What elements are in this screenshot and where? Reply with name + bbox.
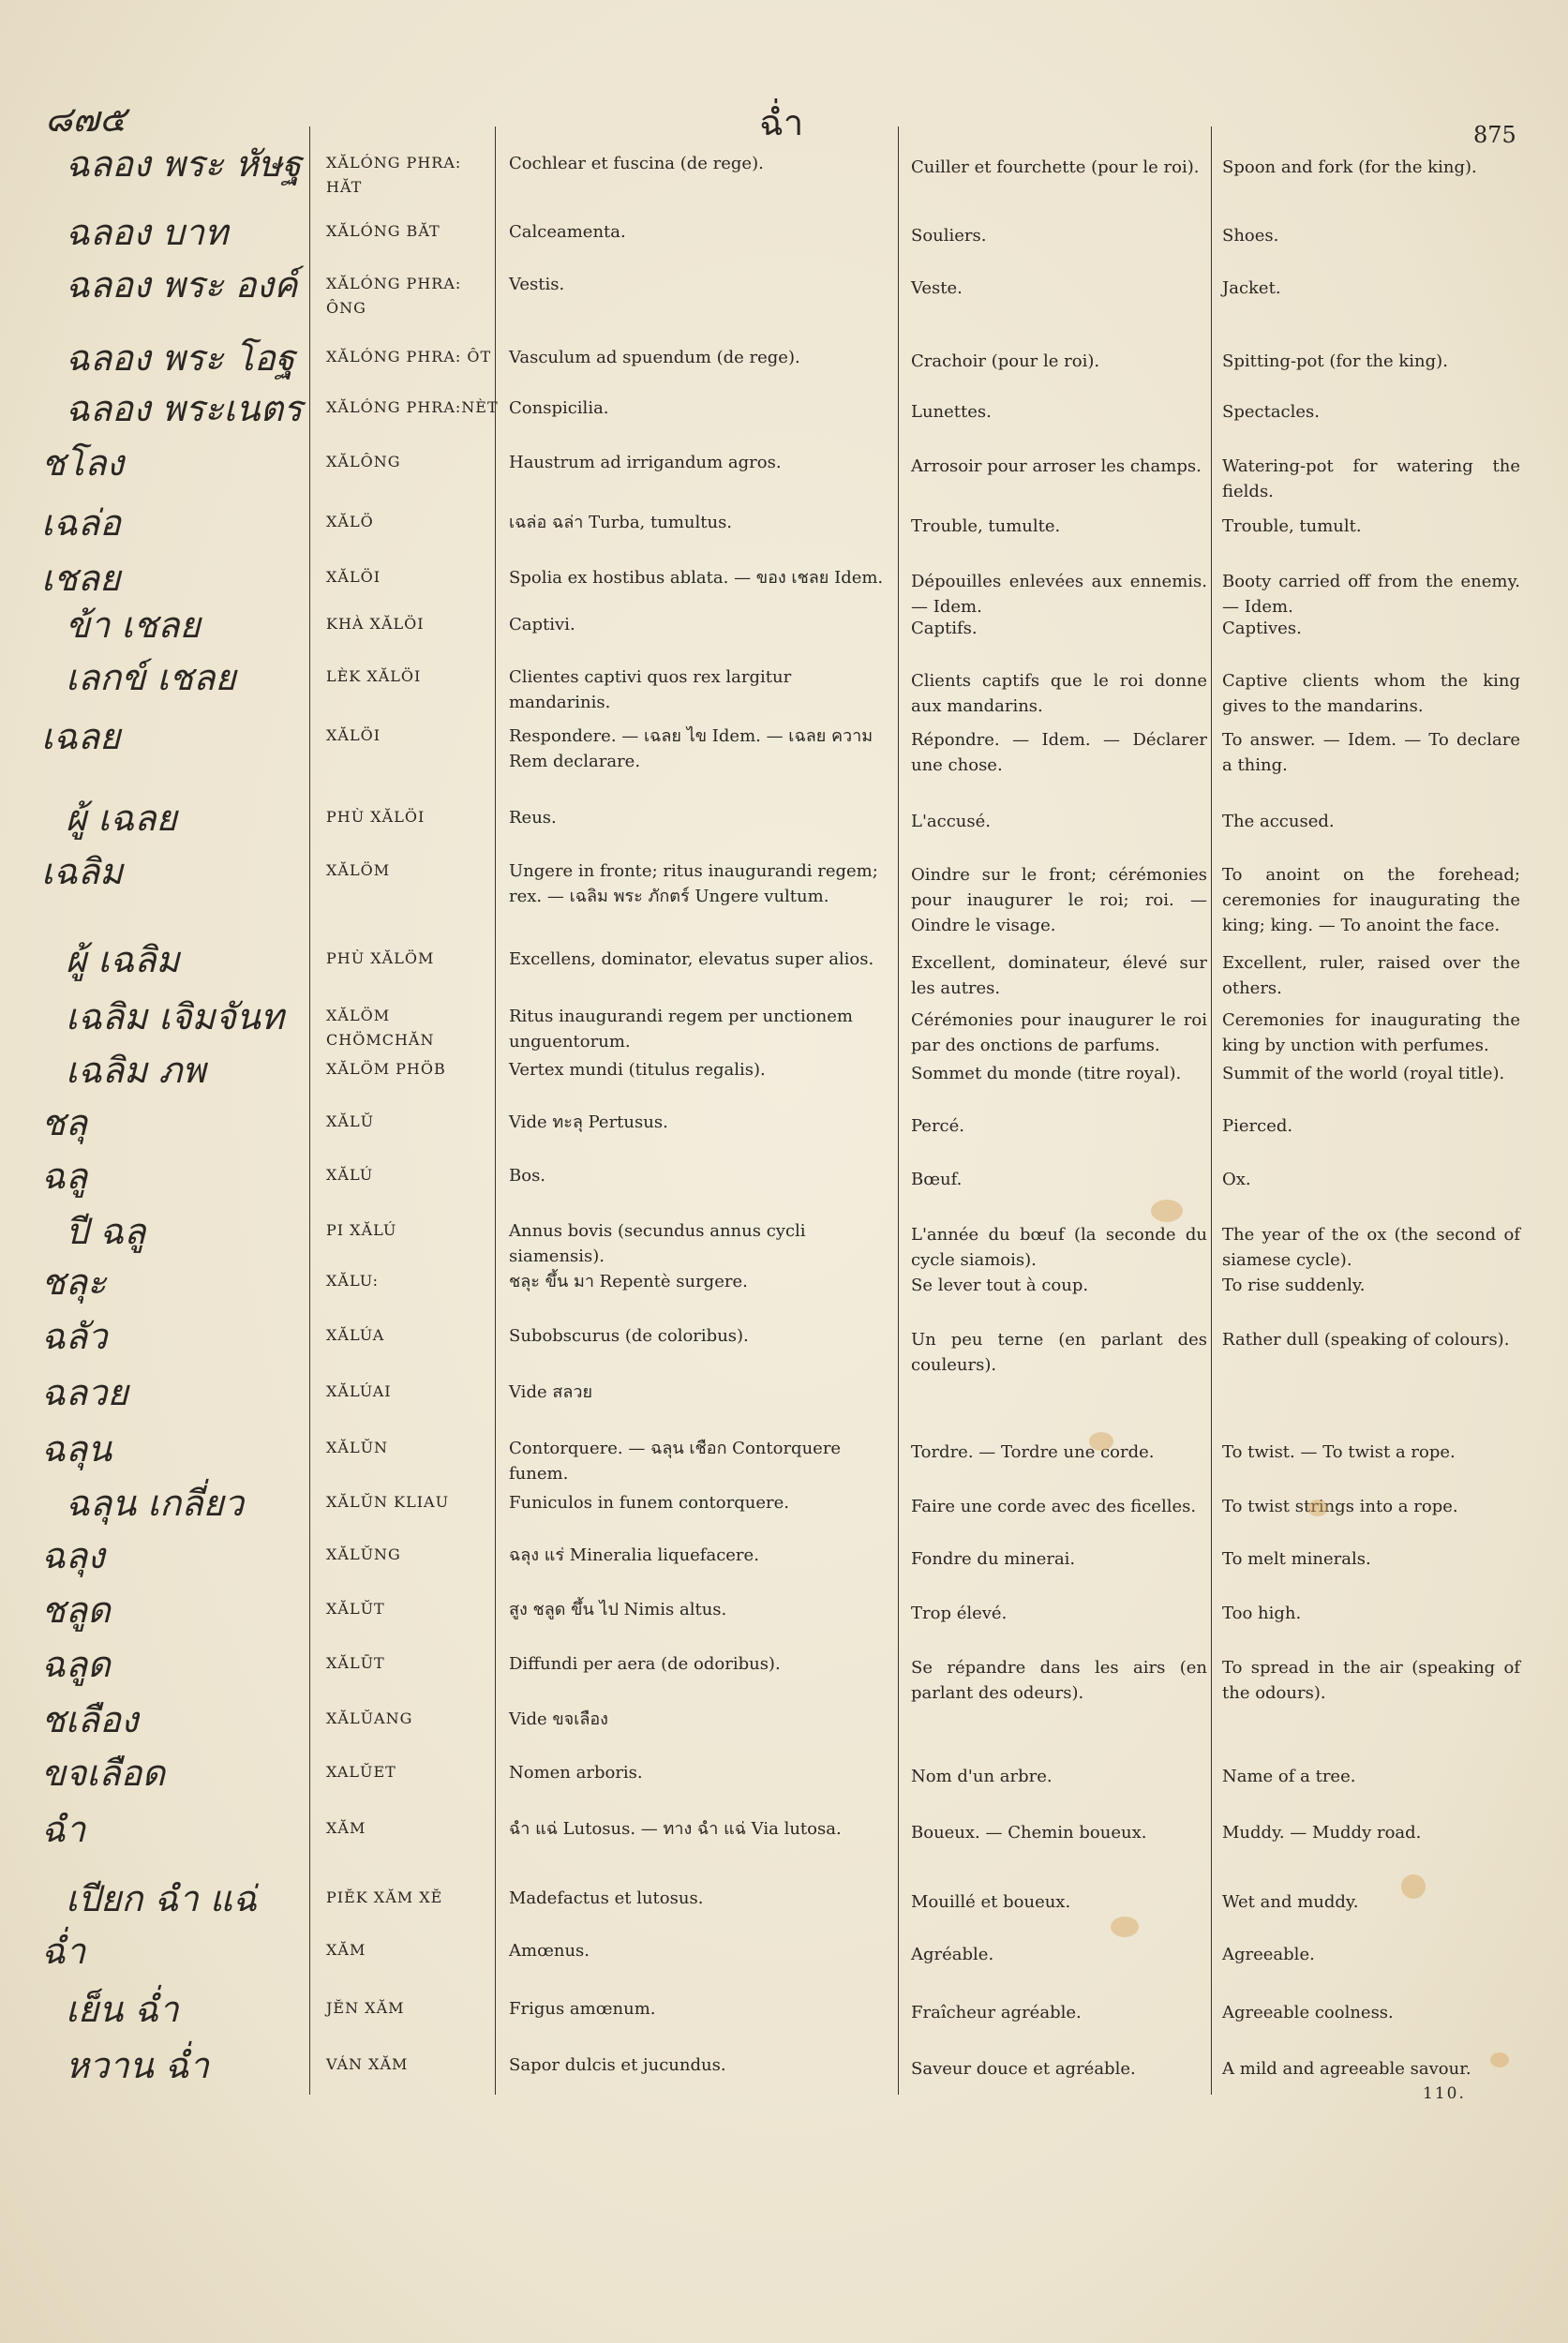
latin-definition: Amœnus. — [509, 1941, 590, 1961]
latin-definition: Vide ขจเลือง — [509, 1709, 608, 1729]
french-definition: Agréable. — [911, 1945, 994, 1964]
french-definition: Fondre du minerai. — [911, 1549, 1076, 1569]
latin-definition: Vide สลวย — [509, 1382, 593, 1402]
french-definition: Trop élevé. — [911, 1604, 1008, 1623]
transliteration: XĂLÚAI — [326, 1382, 392, 1400]
thai-headword: เฉลิม เจิมจันท — [66, 996, 284, 1037]
transliteration: XĂLÚ — [326, 1166, 374, 1184]
french-definition: Mouillé et boueux. — [911, 1892, 1071, 1912]
thai-headword: ฉลุง — [41, 1535, 105, 1576]
english-definition: Watering-pot for watering the fields. — [1222, 456, 1520, 501]
transliteration: XĂLÖM CHÖMCHĂN — [326, 1007, 435, 1049]
column-rule — [1211, 127, 1212, 2095]
english-definition: Rather dull (speaking of colours). — [1222, 1330, 1510, 1350]
transliteration: PHÙ XĂLÖI — [326, 808, 426, 826]
english-definition: Pierced. — [1222, 1116, 1293, 1136]
transliteration: XĂLÚA — [326, 1326, 385, 1344]
latin-definition: Vasculum ad spuendum (de rege). — [509, 348, 800, 367]
french-definition: Bœuf. — [911, 1170, 963, 1189]
thai-headword: ฉลอง พระ องค์ — [66, 264, 298, 306]
french-definition: Oindre sur le front; cérémonies pour inaugurer le roi; roi. — Oindre le visage. — [911, 865, 1207, 935]
french-definition: Cuiller et fourchette (pour le roi). — [911, 157, 1200, 177]
french-definition: Souliers. — [911, 226, 987, 246]
latin-definition: Reus. — [509, 808, 557, 828]
english-definition: Captive clients whom the king gives to the mandarins. — [1222, 671, 1520, 716]
english-definition: Muddy. — Muddy road. — [1222, 1823, 1422, 1843]
latin-definition: Annus bovis (secundus annus cycli siamensis). — [509, 1221, 806, 1266]
transliteration: LÈK XĂLÖI — [326, 667, 422, 685]
thai-headword: ฉลวย — [41, 1372, 128, 1413]
stain — [1111, 1917, 1139, 1937]
english-definition: The accused. — [1222, 812, 1335, 831]
latin-definition: Cochlear et fuscina (de rege). — [509, 154, 764, 173]
latin-definition: ฉำ แฉ่ Lutosus. — ทาง ฉำ แฉ่ Via lutosa. — [509, 1819, 842, 1839]
transliteration: XĂLÓNG PHRA:NÈT — [326, 398, 499, 416]
french-definition: Se lever tout à coup. — [911, 1276, 1089, 1295]
english-definition: Jacket. — [1222, 278, 1281, 298]
english-definition: Agreeable coolness. — [1222, 2003, 1394, 2022]
transliteration: JĔN XĂM — [326, 1999, 405, 2017]
english-definition: Spectacles. — [1222, 402, 1321, 422]
latin-definition: Respondere. — เฉลย ไข Idem. — เฉลย ความ Rem declarare. — [509, 726, 874, 771]
transliteration: XALŬET — [326, 1763, 396, 1781]
english-definition: Wet and muddy. — [1222, 1892, 1359, 1912]
latin-definition: Haustrum ad irrigandum agros. — [509, 453, 782, 472]
thai-headword: ฉ่ำ — [41, 1931, 86, 1972]
latin-definition: ชลุะ ขึ้น มา Repentè surgere. — [509, 1272, 748, 1291]
transliteration: XĂLU: — [326, 1272, 379, 1290]
stain — [1307, 1500, 1328, 1516]
transliteration: XĂLŬN KLIAU — [326, 1493, 450, 1511]
latin-definition: Conspicilia. — [509, 398, 609, 418]
english-definition: Summit of the world (royal title). — [1222, 1064, 1505, 1083]
thai-headword: ฉลู — [41, 1156, 88, 1197]
french-definition: Clients captifs que le roi donne aux mandarins. — [911, 671, 1207, 716]
english-definition: Booty carried off from the enemy. — Idem. — [1222, 572, 1520, 617]
french-definition: Tordre. — Tordre une corde. — [911, 1442, 1155, 1462]
english-definition: A mild and agreeable savour. — [1222, 2059, 1471, 2079]
thai-headword: ฉลุน — [41, 1428, 112, 1470]
english-definition: Shoes. — [1222, 226, 1279, 246]
french-definition: Faire une corde avec des ficelles. — [911, 1497, 1197, 1516]
transliteration: XĂLÔNG — [326, 453, 401, 470]
french-definition: Trouble, tumulte. — [911, 516, 1061, 536]
french-definition: Se répandre dans les airs (en parlant des odeurs). — [911, 1658, 1207, 1703]
french-definition: Dépouilles enlevées aux ennemis. — Idem. — [911, 572, 1207, 617]
thai-headword: ขจเลือด — [41, 1753, 166, 1794]
thai-headword: เฉลย — [41, 716, 121, 757]
thai-headword: เฉลิม — [41, 851, 124, 892]
transliteration: XĂLŬANG — [326, 1709, 413, 1727]
transliteration: XĂLŬT — [326, 1600, 385, 1618]
page-number: 875 — [1473, 122, 1516, 148]
english-definition: Spoon and fork (for the king). — [1222, 157, 1477, 177]
latin-definition: สูง ชลูด ขึ้น ไป Nimis altus. — [509, 1600, 727, 1619]
latin-definition: Ritus inaugurandi regem per unctionem unguentorum. — [509, 1007, 853, 1052]
thai-headword: ปี ฉลู — [66, 1211, 146, 1252]
english-definition: To rise suddenly. — [1222, 1276, 1366, 1295]
latin-definition: Captivi. — [509, 615, 575, 634]
transliteration: XĂLŪT — [326, 1654, 385, 1672]
thai-headword: เฉล่อ — [41, 502, 121, 544]
transliteration: PIĔK XĂM XĔ — [326, 1888, 443, 1906]
thai-headword: ฉลัว — [41, 1316, 108, 1357]
latin-definition: Calceamenta. — [509, 222, 626, 242]
signature-mark: 110. — [1423, 2084, 1466, 2103]
transliteration: XĂLÖM PHÖB — [326, 1060, 446, 1078]
english-definition: Captives. — [1222, 619, 1302, 638]
running-head: ฉ่ำ — [759, 102, 804, 143]
latin-definition: Vestis. — [509, 275, 565, 294]
thai-headword: หวาน ฉ่ำ — [66, 2045, 210, 2086]
latin-definition: Nomen arboris. — [509, 1763, 643, 1783]
thai-headword: ฉลอง พระ โอฐ — [66, 337, 295, 379]
english-definition: Ox. — [1222, 1170, 1251, 1189]
transliteration: XĂLÓNG BĂT — [326, 222, 441, 240]
thai-headword: เปียก ฉำ แฉ่ — [66, 1878, 258, 1919]
thai-headword: ชเลือง — [41, 1699, 139, 1740]
stain — [1089, 1432, 1113, 1451]
thai-headword: ชลูด — [41, 1589, 111, 1631]
english-definition: Ceremonies for inaugurating the king by unction with perfumes. — [1222, 1010, 1520, 1055]
english-definition: To melt minerals. — [1222, 1549, 1371, 1569]
thai-headword: ผู้ เฉลย — [66, 798, 177, 839]
transliteration: PHÙ XĂLÖM — [326, 949, 435, 967]
french-definition: L'accusé. — [911, 812, 991, 831]
transliteration: XĂLŬNG — [326, 1545, 401, 1563]
thai-headword: ฉำ — [41, 1809, 86, 1850]
thai-headword: ฉลุน เกลี่ยว — [66, 1483, 245, 1524]
french-definition: Arrosoir pour arroser les champs. — [911, 456, 1202, 476]
thai-headword: เย็น ฉ่ำ — [66, 1989, 179, 2030]
english-definition: Spitting-pot (for the king). — [1222, 351, 1448, 371]
french-definition: Boueux. — Chemin boueux. — [911, 1823, 1147, 1843]
french-definition: Excellent, dominateur, élevé sur les autres. — [911, 953, 1207, 998]
transliteration: XĂLŬN — [326, 1439, 389, 1456]
latin-definition: Diffundi per aera (de odoribus). — [509, 1654, 781, 1674]
thai-headword: ฉลอง พระเนตร — [66, 388, 303, 429]
transliteration: XĂLŬ — [326, 1112, 375, 1130]
thai-headword: เชลย — [41, 558, 121, 599]
transliteration: XĂM — [326, 1941, 366, 1959]
latin-definition: Contorquere. — ฉลุน เชือก Contorquere funem. — [509, 1439, 842, 1484]
transliteration: VÁN XĂM — [326, 2055, 409, 2073]
latin-definition: Spolia ex hostibus ablata. — ของ เชลย Idem. — [509, 568, 884, 588]
french-definition: Nom d'un arbre. — [911, 1767, 1053, 1786]
thai-headword: เลกข์ เชลย — [66, 657, 236, 698]
english-definition: Excellent, ruler, raised over the others. — [1222, 953, 1520, 998]
column-rule — [309, 127, 310, 2095]
latin-definition: Madefactus et lutosus. — [509, 1888, 704, 1908]
thai-headword: ชลุะ — [41, 1261, 107, 1303]
thai-headword: ฉลอง พระ หัษฐ — [66, 143, 302, 185]
english-definition: Trouble, tumult. — [1222, 516, 1362, 536]
stain — [1401, 1874, 1426, 1899]
french-definition: Saveur douce et agréable. — [911, 2059, 1136, 2079]
latin-definition: ฉลุง แร่ Mineralia liquefacere. — [509, 1545, 759, 1565]
latin-definition: Subobscurus (de coloribus). — [509, 1326, 749, 1346]
english-definition: To answer. — Idem. — To declare a thing. — [1222, 730, 1520, 775]
english-definition: To anoint on the forehead; ceremonies for inaugurating the king; king. — To anoint the face. — [1222, 865, 1520, 935]
english-definition: The year of the ox (the second of siamese cycle). — [1222, 1225, 1520, 1270]
latin-definition: Sapor dulcis et jucundus. — [509, 2055, 726, 2075]
latin-definition: Vide ทะลุ Pertusus. — [509, 1112, 668, 1132]
latin-definition: Ungere in fronte; ritus inaugurandi regem; rex. — เฉลิม พระ ภักตร์ Ungere vultum. — [509, 861, 878, 906]
latin-definition: Excellens, dominator, elevatus super alios. — [509, 949, 874, 969]
english-definition: Agreeable. — [1222, 1945, 1315, 1964]
transliteration: XĂLÖM — [326, 861, 391, 879]
latin-definition: Funiculos in funem contorquere. — [509, 1493, 789, 1513]
french-definition: Fraîcheur agréable. — [911, 2003, 1082, 2022]
thai-headword: ฉลอง บาท — [66, 212, 229, 253]
french-definition: Percé. — [911, 1116, 965, 1136]
transliteration: XĂLÓNG PHRA: ÔT — [326, 348, 492, 366]
transliteration: XĂLÖ — [326, 513, 374, 530]
english-definition: Name of a tree. — [1222, 1767, 1356, 1786]
thai-headword: ชโลง — [41, 442, 125, 484]
transliteration: XĂLÖI — [326, 568, 381, 586]
french-definition: Captifs. — [911, 619, 978, 638]
english-definition: Too high. — [1222, 1604, 1302, 1623]
english-definition: To spread in the air (speaking of the odours). — [1222, 1658, 1520, 1703]
transliteration: XĂLÓNG PHRA: ÔNG — [326, 275, 462, 317]
french-definition: Un peu terne (en parlant des couleurs). — [911, 1330, 1207, 1375]
thai-headword: เฉลิม ภพ — [66, 1050, 206, 1091]
page-number-thai: ๘๗๕ — [45, 98, 127, 140]
thai-headword: ชลุ — [41, 1102, 88, 1143]
latin-definition: Frigus amœnum. — [509, 1999, 656, 2019]
french-definition: Crachoir (pour le roi). — [911, 351, 1100, 371]
transliteration: PI XĂLÚ — [326, 1221, 397, 1239]
english-definition: To twist strings into a rope. — [1222, 1497, 1458, 1516]
transliteration: XĂLÖI — [326, 726, 381, 744]
column-rule — [898, 127, 899, 2095]
transliteration: XĂLÓNG PHRA: HĂT — [326, 154, 462, 196]
english-definition: To twist. — To twist a rope. — [1222, 1442, 1456, 1462]
french-definition: Cérémonies pour inaugurer le roi par des onctions de parfums. — [911, 1010, 1207, 1055]
latin-definition: Vertex mundi (titulus regalis). — [509, 1060, 766, 1080]
latin-definition: Clientes captivi quos rex largitur mandarinis. — [509, 667, 792, 712]
thai-headword: ข้า เชลย — [66, 604, 201, 646]
french-definition: Veste. — [911, 278, 963, 298]
french-definition: Répondre. — Idem. — Déclarer une chose. — [911, 730, 1207, 775]
french-definition: Sommet du monde (titre royal). — [911, 1064, 1182, 1083]
transliteration: KHÀ XĂLÖI — [326, 615, 425, 633]
latin-definition: เฉล่อ ฉล่า Turba, tumultus. — [509, 513, 733, 532]
thai-headword: ฉลูด — [41, 1644, 111, 1685]
thai-headword: ผู้ เฉลิม — [66, 939, 180, 980]
latin-definition: Bos. — [509, 1166, 546, 1186]
french-definition: Lunettes. — [911, 402, 992, 422]
stain — [1151, 1200, 1183, 1222]
french-definition: L'année du bœuf (la seconde du cycle siamois). — [911, 1225, 1207, 1270]
transliteration: XĂM — [326, 1819, 366, 1837]
stain — [1490, 2052, 1509, 2067]
